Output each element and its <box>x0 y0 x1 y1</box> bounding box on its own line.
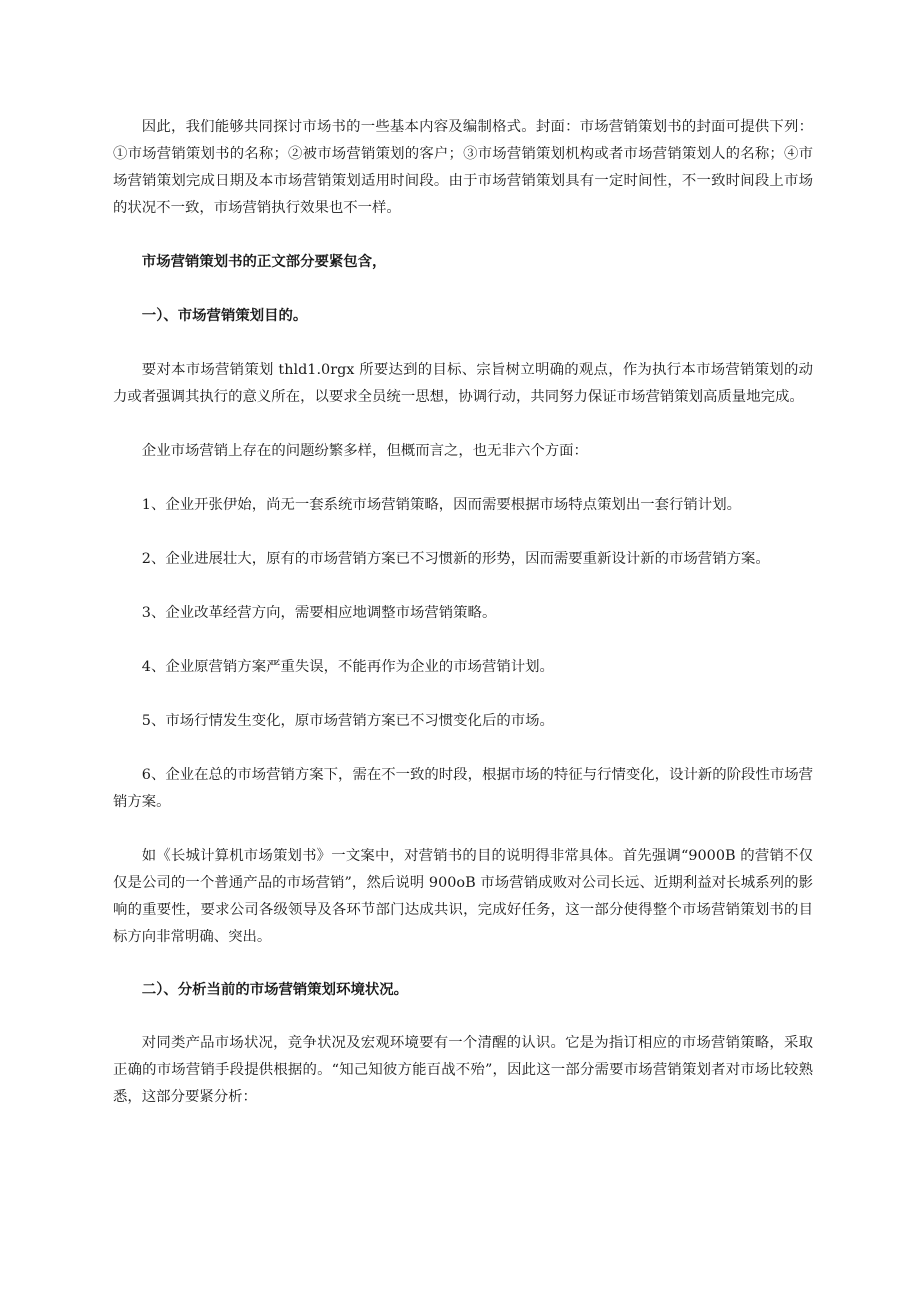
environment-paragraph: 对同类产品市场状况，竞争状况及宏观环境要有一个清醒的认识。它是为指订相应的市场营销策略，采取正确的市场营销手段提供根据的。“知己知彼方能百战不殆”，因此这一部分需要市场营销策划者对市场比较熟悉，这部分要紧分析： <box>113 1035 813 1105</box>
section-heading-environment: 二）、分析当前的市场营销策划环境状况。 <box>141 982 409 998</box>
list-item-2: 2、企业进展壮大，原有的市场营销方案已不习惯新的形势，因而需要重新设计新的市场营销方案。 <box>141 551 770 567</box>
purpose-paragraph: 要对本市场营销策划 thld1.0rgx 所要达到的目标、宗旨树立明确的观点，作为执行本市场营销策划的动力或者强调其执行的意义所在，以要求全员统一思想，协调行动，共同努力保证市场营销策划高质量地完成。 <box>113 362 813 405</box>
document-page <box>113 114 813 1111</box>
list-item-1: 1、企业开张伊始，尚无一套系统市场营销策略，因而需要根据市场特点策划出一套行销计划。 <box>141 497 741 513</box>
list-item-5: 5、市场行情发生变化，原市场营销方案已不习惯变化后的市场。 <box>141 713 554 729</box>
list-item-6: 6、企业在总的市场营销方案下，需在不一致的时段，根据市场的特征与行情变化，设计新的阶段性市场营销方案。 <box>113 767 813 810</box>
example-paragraph: 如《长城计算机市场策划书》一文案中，对营销书的目的说明得非常具体。首先强调“9000B 的营销不仅仅是公司的一个普通产品的市场营销”，然后说明 900oB 市场营销成败对公司长远、近期利益对长城系列的影响的重要性，要求公司各级领导及各环节部门达成共识，完成好任务，这一部分使得整个市场营销策划书的目标方向非常明确、突出。 <box>113 848 813 945</box>
list-item-3: 3、企业改革经营方向，需要相应地调整市场营销策略。 <box>141 605 497 621</box>
list-item-4: 4、企业原营销方案严重失误，不能再作为企业的市场营销计划。 <box>141 659 554 675</box>
problems-intro-paragraph: 企业市场营销上存在的问题纷繁多样，但概而言之，也无非六个方面： <box>141 443 588 459</box>
section-heading-purpose: 一）、市场营销策划目的。 <box>141 308 308 324</box>
body-section-heading: 市场营销策划书的正文部分要紧包含， <box>141 254 387 270</box>
intro-paragraph: 因此，我们能够共同探讨市场书的一些基本内容及编制格式。封面：市场营销策划书的封面可提供下列：①市场营销策划书的名称；②被市场营销策划的客户；③市场营销策划机构或者市场营销策划人的名称；④市场营销策划完成日期及本市场营销策划适用时间段。由于市场营销策划具有一定时间性，不一致时间段上市场的状况不一致，市场营销执行效果也不一样。 <box>113 119 813 216</box>
